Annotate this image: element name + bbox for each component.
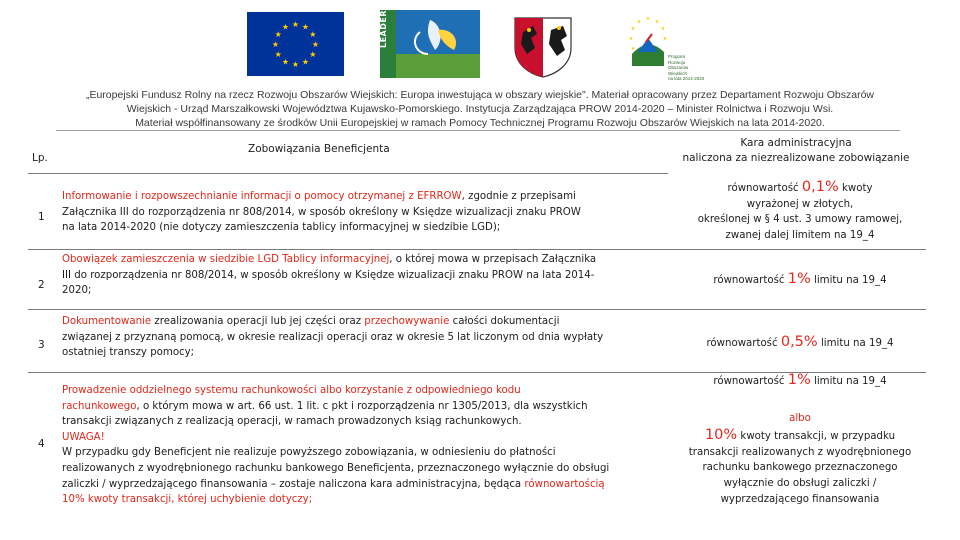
penalty-text: równowartość 1% limitu na 19_4 albo 10% kwoty transakcji, w przypadku transakcji realizowanych z wyodrębnionego rachunku bankowego przeznaczonego wyłącznie do obsługi zaliczki / wyprzedzającego finansowania (680, 373, 920, 507)
disclaimer-line: Wiejskich - Urząd Marszałkowski Województwa Kujawsko-Pomorskiego. Instytucja Zarządzająca PROW 2014-2020 – Minister Rolnictwa i Rozwoju Wsi. (126, 103, 834, 115)
logo-bar (0, 9, 960, 82)
svg-text:★: ★ (630, 26, 636, 32)
penalty-percent: 0,5% (780, 334, 818, 350)
eu-flag-logo (247, 12, 344, 76)
penalty-percent: 1% (787, 271, 811, 287)
svg-text:★: ★ (662, 36, 668, 42)
disclaimer-line: „Europejski Fundusz Rolny na rzecz Rozwoju Obszarów Wiejskich: Europa inwestująca w obszary wiejskie". Materiał opracowany przez Departament Rozwoju Obszarów (85, 89, 875, 101)
obligations-table (28, 136, 926, 521)
row-number: 4 (38, 438, 45, 450)
row-divider (28, 173, 668, 174)
leader-logo (380, 10, 480, 78)
obligation-text: Obowiązek zamieszczenia w siedzibie LGD Tablicy informacyjnej, o której mowa w przepisach Załącznika III do rozporządzenia nr 808/2014, w sposób określony w Księdze wizualizacji znaku PROW na lata 2014- 2020; (62, 254, 597, 297)
row-number: 2 (38, 279, 45, 291)
svg-text:★: ★ (309, 50, 317, 59)
column-header-obligation: Zobowiązania Beneficjenta (248, 143, 390, 155)
divider (56, 130, 900, 131)
eu-funding-disclaimer (56, 88, 904, 130)
penalty-percent: 1% (787, 372, 811, 388)
svg-text:★: ★ (291, 20, 300, 29)
svg-text:★: ★ (636, 19, 642, 25)
svg-text:★: ★ (301, 57, 310, 67)
svg-text:★: ★ (645, 16, 651, 22)
penalty-text: równowartość 0,1% kwoty wyrażonej w złotych, określonej w § 4 ust. 3 umowy ramowej, zwanej dalej limitem na 19_4 (697, 179, 903, 241)
svg-text:★: ★ (301, 22, 310, 32)
disclaimer-line: Materiał współfinansowany ze środków Unii Europejskiej w ramach Pomocy Technicznej Programu Rozwoju Obszarów Wiejskich na lata 2014-2020. (135, 117, 825, 129)
penalty-percent: 0,1% (801, 179, 839, 195)
svg-text:★: ★ (660, 26, 666, 32)
penalty-text: równowartość 1% limitu na 19_4 (713, 271, 887, 287)
obligation-lead: Obowiązek zamieszczenia w siedzibie LGD Tablicy informacyjnej (62, 254, 390, 265)
svg-text:★: ★ (291, 60, 300, 69)
svg-text:★: ★ (281, 22, 290, 32)
row-divider (28, 249, 926, 250)
svg-text:★: ★ (628, 36, 634, 42)
svg-text:★: ★ (311, 40, 320, 49)
obligation-lead: Informowanie i rozpowszechnianie informacji o pomocy otrzymanej z EFRROW (62, 191, 462, 202)
prow-logo-text: Program Rozwoju Obszarów Wiejskich na lata 2014-2020 (668, 54, 705, 81)
penalty-percent: 10% (704, 427, 738, 444)
svg-text:★: ★ (309, 30, 317, 39)
svg-text:★: ★ (274, 30, 282, 39)
row-number: 1 (38, 211, 45, 223)
obligation-lead: Prowadzenie oddzielnego systemu rachunkowości albo korzystanie z odpowiedniego kodu (62, 385, 521, 396)
svg-text:★: ★ (271, 40, 280, 49)
svg-text:★: ★ (630, 46, 636, 52)
eu-stars-icon (247, 12, 344, 76)
coat-of-arms-logo (511, 14, 575, 78)
svg-text:★: ★ (274, 50, 282, 59)
svg-text:★: ★ (281, 57, 290, 67)
leader-logo-text: LEADER (379, 9, 388, 48)
penalty-text: równowartość 0,5% limitu na 19_4 (706, 334, 894, 350)
obligation-text: Informowanie i rozpowszechnianie informacji o pomocy otrzymanej z EFRROW, zgodnie z przepisami Załącznika III do rozporządzenia nr 808/2014, w sposób określony w Księdze wizualizacji znaku PROW na lata 2014-2020 (nie dotyczy zamieszczenia tablicy informacyjnej w siedzibie LGD); (62, 191, 581, 234)
svg-text:★: ★ (654, 19, 660, 25)
obligation-text: Dokumentowanie zrealizowania operacji lub jej części oraz przechowywanie całości dokumentacji związanej z przyznaną pomocą, w okresie realizacji operacji oraz w okresie 5 lat liczonym od dnia wypłaty ostatniej transzy pomocy; (62, 316, 604, 359)
row-number: 3 (38, 339, 45, 351)
obligation-text: Prowadzenie oddzielnego systemu rachunkowości albo korzystanie z odpowiedniego kodu rachunkowego, o którym mowa w art. 66 ust. 1 lit. c pkt i rozporządzenia nr 1305/2013, dla wszystkich transakcji związanych z realizacją operacji, w ramach prowadzonych ksiąg rachunkowych. UWAGA! W przypadku gdy Beneficjent nie realizuje powyższego zobowiązania, w odniesieniu do płatności realizowanych z wyodrębnionego rachunku bankowego Beneficjenta, przeznaczonego wyłącznie do obsługi zaliczki / wyprzedzającego finansowania – zostaje naliczona kara administracyjna, będąca równowartością 10% kwoty transakcji, której uchybienie dotyczy; (62, 383, 682, 508)
column-header-penalty: Kara administracyjna naliczona za niezrealizowane zobowiązanie (682, 137, 910, 164)
warning-label: UWAGA! (62, 431, 105, 443)
row-divider (28, 309, 926, 310)
column-header-lp: Lp. (32, 152, 48, 164)
albo-label: albo (789, 412, 811, 424)
